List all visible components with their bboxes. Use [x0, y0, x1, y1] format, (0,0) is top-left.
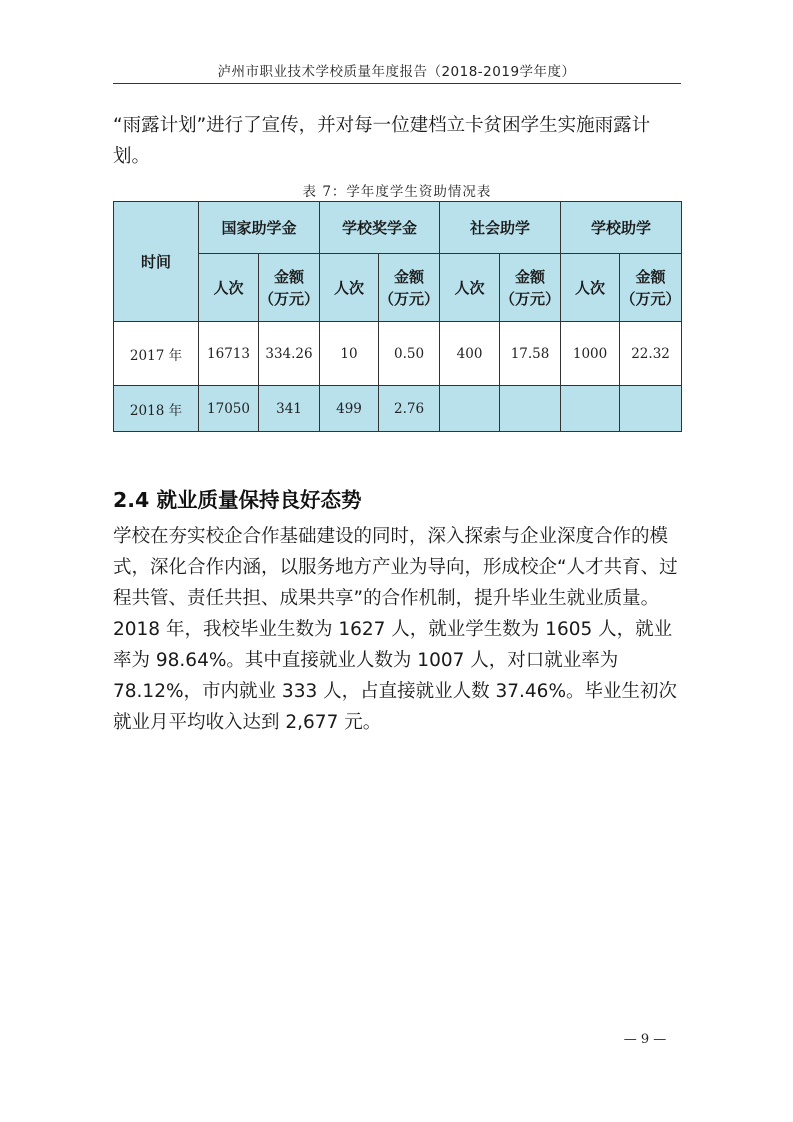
- count-header: 人次: [320, 254, 379, 322]
- table-row: [114, 322, 682, 386]
- table-cell: [440, 386, 500, 432]
- intro-paragraph: “雨露计划”进行了宣传，并对每一位建档立卡贫困学生实施雨露计划。: [113, 115, 651, 167]
- section-body: 学校在夯实校企合作基础建设的同时，深入探索与企业深度合作的模式，深化合作内涵，以服务地方产业为导向，形成校企“人才共育、过程共管、责任共担、成果共享”的合作机制，提升毕业生就业质量。2018 年，我校毕业生数为 1627 人，就业学生数为 1605 人，就业率为 98.64%。其中直接就业人数为 1007 人，对口就业率为 78.12%，市内就业 333 人，占直接就业人数 37.46%。毕业生初次就业月平均收入达到 2,677 元。: [113, 526, 678, 733]
- table-cell: [561, 386, 620, 432]
- page-number: — 9 —: [623, 1032, 667, 1047]
- table-cell: 499: [320, 386, 379, 432]
- count-header: 人次: [199, 254, 259, 322]
- table-caption: 表 7：学年度学生资助情况表: [302, 184, 492, 200]
- group-header-national-grant: 国家助学金: [199, 202, 320, 254]
- amount-header: 金额 （万元）: [259, 254, 320, 322]
- group-header-school-scholarship: 学校奖学金: [320, 202, 440, 254]
- table-cell: 17.58: [500, 322, 561, 386]
- table-cell: 10: [320, 322, 379, 386]
- table-cell: 334.26: [259, 322, 320, 386]
- table-cell: 0.50: [379, 322, 440, 386]
- table-cell: 17050: [199, 386, 259, 432]
- table-subheader-row: [114, 254, 682, 322]
- group-header-school-aid: 学校助学: [561, 202, 682, 254]
- running-header: 泸州市职业技术学校质量年度报告（2018-2019学年度）: [217, 64, 576, 80]
- table-cell: 16713: [199, 322, 259, 386]
- time-header: 时间: [114, 202, 199, 322]
- table-row: [114, 386, 682, 432]
- year-cell: 2017 年: [114, 322, 199, 386]
- count-header: 人次: [440, 254, 500, 322]
- count-header: 人次: [561, 254, 620, 322]
- student-aid-table: [113, 201, 682, 432]
- table-cell: 400: [440, 322, 500, 386]
- table-cell: [620, 386, 682, 432]
- table-cell: 1000: [561, 322, 620, 386]
- amount-header: 金额 （万元）: [500, 254, 561, 322]
- table-cell: 341: [259, 386, 320, 432]
- section-heading: 2.4 就业质量保持良好态势: [113, 488, 362, 512]
- table-cell: 22.32: [620, 322, 682, 386]
- table-header-row: [114, 202, 682, 254]
- header-rule: [113, 83, 681, 84]
- group-header-social-aid: 社会助学: [440, 202, 561, 254]
- table-cell: 2.76: [379, 386, 440, 432]
- amount-header: 金额 （万元）: [379, 254, 440, 322]
- amount-header: 金额 （万元）: [620, 254, 682, 322]
- table-cell: [500, 386, 561, 432]
- year-cell: 2018 年: [114, 386, 199, 432]
